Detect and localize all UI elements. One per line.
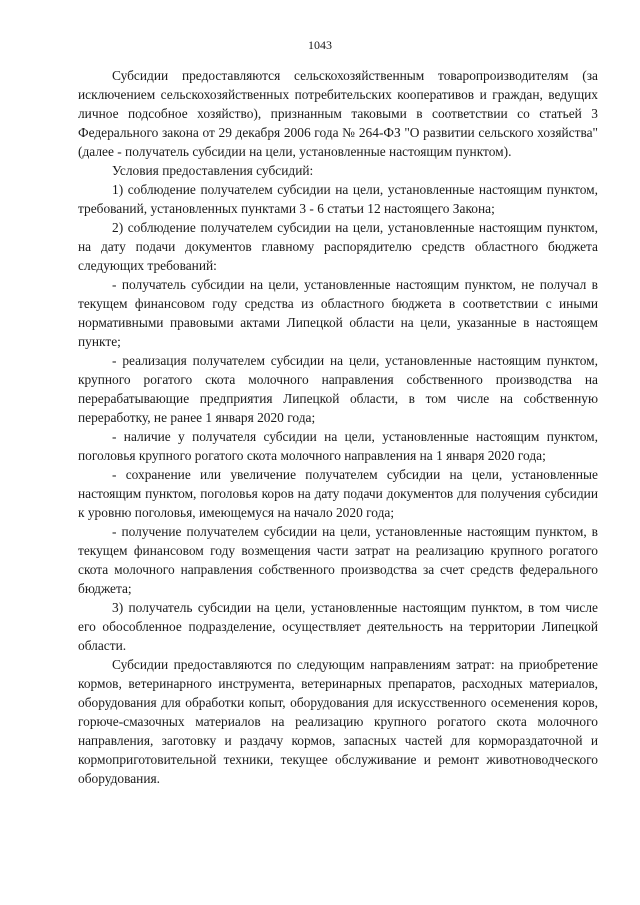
paragraph-condition-1: 1) соблюдение получателем субсидии на цели, установленные настоящим пунктом, требований, установленных пунктами 3 - 6 статьи 12 настоящего Закона;: [78, 182, 598, 216]
paragraph-recipients: Субсидии предоставляются сельскохозяйственным товаропроизводителям (за исключением сельскохозяйственных потребительских кооперативов и граждан, ведущих личное подсобное хозяйство), признанным таковыми в соответствии со статьей 3 Федерального закона от 29 декабря 2006 года № 264-ФЗ "О развитии сельского хозяйства" (далее - получатель субсидии на цели, установленные настоящим пунктом).: [78, 68, 598, 159]
paragraph-requirement-4: - сохранение или увеличение получателем субсидии на цели, установленные настоящим пунктом, поголовья коров на дату подачи документов для получения субсидии к уровню поголовья, имеющемуся на начало 2020 года;: [78, 467, 598, 520]
paragraph-requirement-2: - реализация получателем субсидии на цели, установленные настоящим пунктом, крупного рогатого скота молочного направления собственного производства на перерабатывающие предприятия Липецкой области, в том числе на собственную переработку, не ранее 1 января 2020 года;: [78, 353, 598, 425]
document-body: [78, 66, 598, 788]
paragraph-condition-2: 2) соблюдение получателем субсидии на цели, установленные настоящим пунктом, на дату подачи документов главному распорядителю средств областного бюджета следующих требований:: [78, 220, 598, 273]
page-number: 1043: [308, 38, 332, 52]
paragraph-conditions-heading: Условия предоставления субсидий:: [112, 163, 314, 178]
paragraph-requirement-5: - получение получателем субсидии на цели, установленные настоящим пунктом, в текущем финансовом году возмещения части затрат на реализацию крупного рогатого скота молочного направления собственного производства за счет средств федерального бюджета;: [78, 524, 598, 596]
paragraph-expense-directions: Субсидии предоставляются по следующим направлениям затрат: на приобретение кормов, ветеринарного инструмента, ветеринарных препаратов, расходных материалов, оборудования для обработки копыт, оборудования для искусственного осеменения коров, горюче-смазочных материалов на реализацию крупного рогатого скота молочного направления, заготовку и раздачу кормов, запасных частей для кормораздаточной и кормоприготовительной техники, текущее обслуживание и ремонт животноводческого оборудования.: [78, 657, 598, 786]
paragraph-requirement-3: - наличие у получателя субсидии на цели, установленные настоящим пунктом, поголовья крупного рогатого скота молочного направления на 1 января 2020 года;: [78, 429, 598, 463]
paragraph-requirement-1: - получатель субсидии на цели, установленные настоящим пунктом, не получал в текущем финансовом году средства из областного бюджета в соответствии с иными нормативными правовыми актами Липецкой области на цели, указанные в настоящем пункте;: [78, 277, 598, 349]
paragraph-condition-3: 3) получатель субсидии на цели, установленные настоящим пунктом, в том числе его обособленное подразделение, осуществляет деятельность на территории Липецкой области.: [78, 600, 598, 653]
